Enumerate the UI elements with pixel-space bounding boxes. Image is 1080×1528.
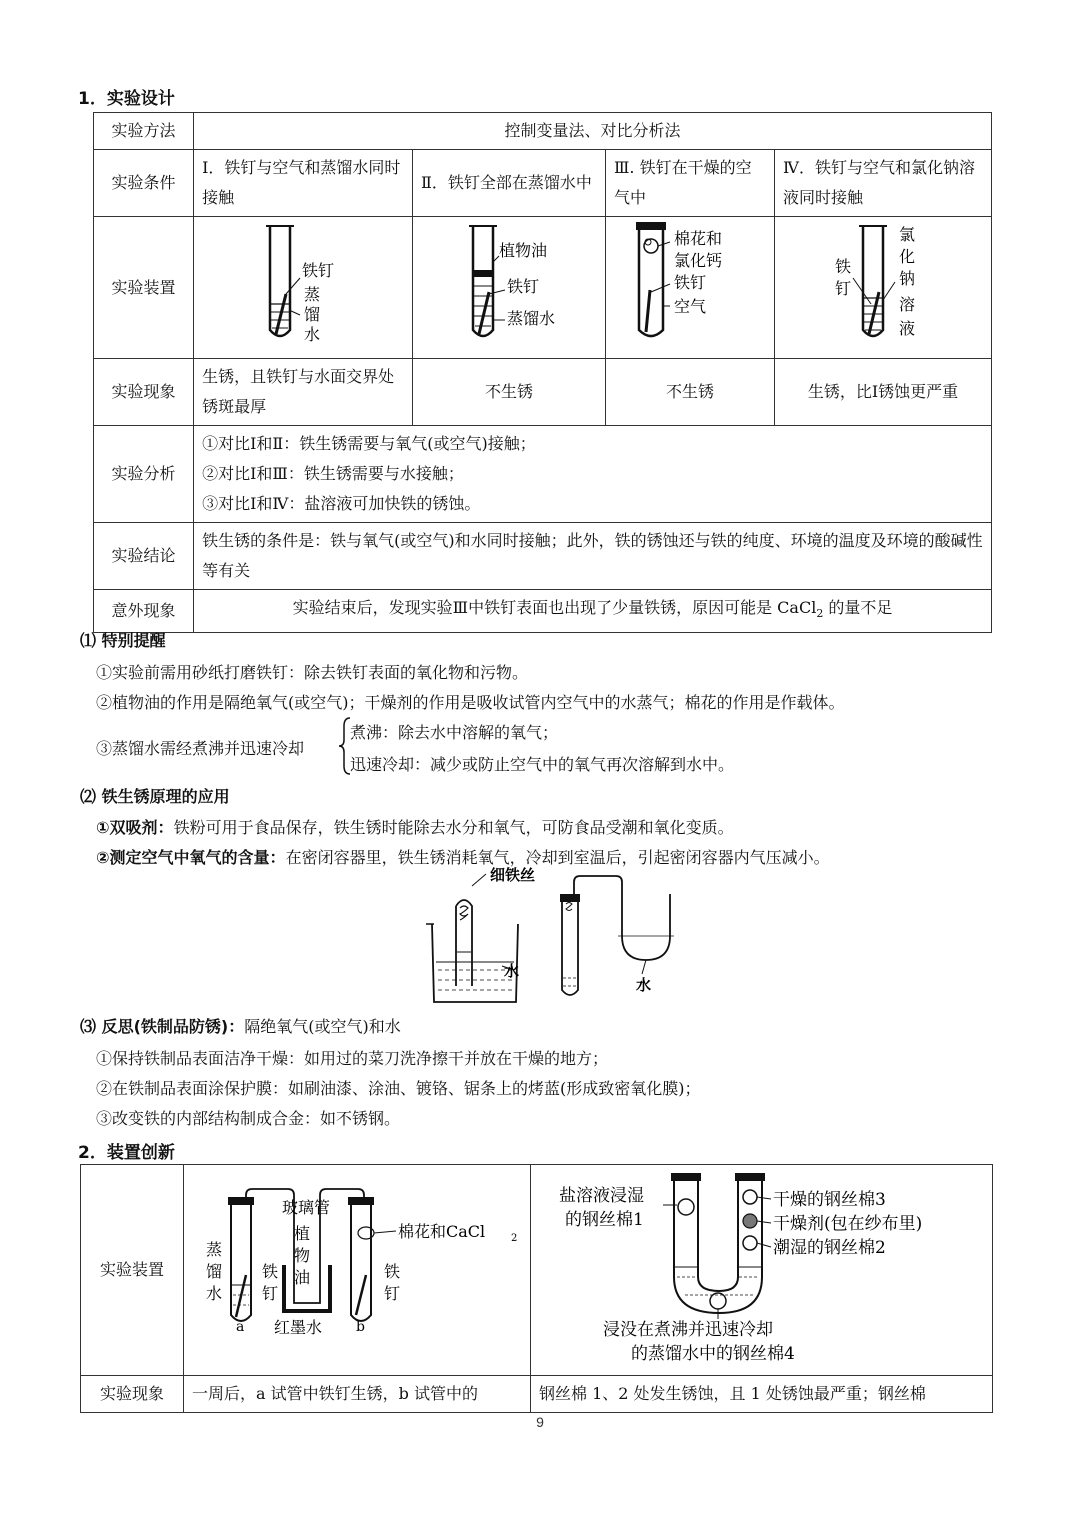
svg-text:馏: 馏 bbox=[304, 305, 321, 324]
svg-text:氯化钙: 氯化钙 bbox=[673, 251, 722, 270]
innovation-phenomenon-left: 一周后，a 试管中铁钉生锈，b 试管中的 bbox=[184, 1376, 531, 1413]
phenomenon-3: 不生锈 bbox=[605, 359, 774, 426]
svg-text:浸没在煮沸并迅速冷却: 浸没在煮沸并迅速冷却 bbox=[603, 1320, 773, 1340]
application-line-1: ①双吸剂：铁粉可用于食品保存，铁生锈时能除去水分和氧气，可防食品受潮和氧化变质。 bbox=[96, 818, 734, 837]
t1-label-nail: 铁钉 bbox=[302, 261, 335, 280]
test-tube-2-diagram bbox=[421, 220, 597, 345]
unexpected-label: 意外现象 bbox=[94, 590, 194, 633]
unexpected-value: 实验结束后，发现实验Ⅲ中铁钉表面也出现了少量铁锈，原因可能是 CaCl$_2$ 的量不足 bbox=[194, 590, 992, 633]
fig-label-water-1: 水 bbox=[504, 962, 520, 980]
innovation-left-apparatus bbox=[184, 1165, 531, 1376]
svg-text:馏: 馏 bbox=[206, 1262, 223, 1281]
svg-text:钠: 钠 bbox=[899, 269, 916, 288]
condition-4: Ⅳ．铁钉与空气和氯化钠溶液同时接触 bbox=[775, 150, 992, 217]
svg-text:钉: 钉 bbox=[262, 1284, 279, 1303]
page-number: 9 bbox=[536, 1414, 544, 1430]
application-line-2: ②测定空气中氧气的含量：在密闭容器里，铁生锈消耗氧气，冷却到室温后，引起密闭容器内气压减小。 bbox=[96, 848, 830, 867]
svg-text:蒸: 蒸 bbox=[206, 1240, 223, 1259]
svg-text:铁钉: 铁钉 bbox=[673, 273, 706, 292]
analysis-line-3: ③对比Ⅰ和Ⅳ：盐溶液可加快铁的锈蚀。 bbox=[202, 494, 481, 513]
condition-1: Ⅰ．铁钉与空气和蒸馏水同时接触 bbox=[194, 150, 413, 217]
apparatus-tube-1 bbox=[194, 217, 413, 359]
phenomenon-1: 生锈，且铁钉与水面交界处锈斑最厚 bbox=[194, 359, 413, 426]
fig-label-water-2: 水 bbox=[636, 976, 652, 994]
svg-text:铁: 铁 bbox=[262, 1262, 279, 1281]
device-innovation-table bbox=[80, 1164, 993, 1413]
svg-text:b: b bbox=[356, 1319, 365, 1335]
test-tube-4-diagram bbox=[783, 220, 983, 345]
svg-text:钉: 钉 bbox=[835, 279, 852, 298]
conclusion-value: 铁生锈的条件是：铁与氧气(或空气)和水同时接触；此外，铁的锈蚀还与铁的纯度、环境的温度及环境的酸碱性等有关 bbox=[194, 523, 992, 590]
svg-text:铁钉: 铁钉 bbox=[506, 277, 539, 296]
svg-text:红墨水: 红墨水 bbox=[274, 1318, 323, 1337]
reminder-line-3b: 迅速冷却：减少或防止空气中的氧气再次溶解到水中。 bbox=[350, 755, 735, 774]
phenomenon-2: 不生锈 bbox=[412, 359, 605, 426]
svg-text:棉花和CaCl: 棉花和CaCl bbox=[398, 1222, 486, 1241]
reflection-title: ⑶ 反思(铁制品防锈)：隔绝氧气(或空气)和水 bbox=[80, 1017, 401, 1036]
experiment-design-table bbox=[93, 112, 992, 633]
svg-text:2: 2 bbox=[511, 1233, 518, 1244]
svg-text:盐溶液浸湿: 盐溶液浸湿 bbox=[559, 1186, 644, 1206]
reminder-line-1: ①实验前需用砂纸打磨铁钉：除去铁钉表面的氧化物和污物。 bbox=[96, 663, 529, 682]
svg-text:干燥的钢丝棉3: 干燥的钢丝棉3 bbox=[773, 1190, 886, 1210]
method-value: 控制变量法、对比分析法 bbox=[194, 113, 992, 150]
innovation-right-apparatus bbox=[531, 1165, 993, 1376]
u-tube-diagram bbox=[531, 1165, 991, 1365]
svg-text:的蒸馏水中的钢丝棉4: 的蒸馏水中的钢丝棉4 bbox=[631, 1344, 795, 1364]
svg-text:水: 水 bbox=[304, 325, 321, 344]
svg-text:油: 油 bbox=[294, 1268, 311, 1287]
phenomenon-label: 实验现象 bbox=[94, 359, 194, 426]
svg-text:溶: 溶 bbox=[899, 295, 916, 314]
phenomenon-4: 生锈，比Ⅰ锈蚀更严重 bbox=[775, 359, 992, 426]
svg-text:玻璃管: 玻璃管 bbox=[282, 1198, 331, 1217]
innovation-phenomenon-label: 实验现象 bbox=[81, 1376, 184, 1413]
svg-text:水: 水 bbox=[206, 1284, 223, 1303]
svg-text:植物油: 植物油 bbox=[498, 241, 547, 260]
test-tube-1-diagram bbox=[202, 220, 402, 345]
analysis-line-2: ②对比Ⅰ和Ⅲ：铁生锈需要与水接触； bbox=[202, 464, 464, 483]
reflection-line-1: ①保持铁制品表面洁净干燥：如用过的菜刀洗净擦干并放在干燥的地方； bbox=[96, 1049, 609, 1068]
condition-3: Ⅲ. 铁钉在干燥的空气中 bbox=[605, 150, 774, 217]
svg-text:棉花和: 棉花和 bbox=[673, 229, 722, 248]
analysis-content bbox=[194, 426, 992, 523]
reflection-line-2: ②在铁制品表面涂保护膜：如刷油漆、涂油、镀铬、锯条上的烤蓝(形成致密氧化膜)； bbox=[96, 1079, 701, 1098]
svg-text:干燥剂(包在纱布里): 干燥剂(包在纱布里) bbox=[773, 1214, 923, 1234]
oxygen-measurement-diagram bbox=[420, 866, 720, 1011]
method-label: 实验方法 bbox=[94, 113, 194, 150]
svg-text:植: 植 bbox=[294, 1224, 311, 1243]
svg-text:物: 物 bbox=[294, 1246, 311, 1265]
apparatus-tube-4 bbox=[775, 217, 992, 359]
svg-text:铁: 铁 bbox=[384, 1262, 401, 1281]
svg-text:氯: 氯 bbox=[899, 225, 916, 244]
reflection-line-3: ③改变铁的内部结构制成合金：如不锈钢。 bbox=[96, 1109, 401, 1128]
apparatus-label: 实验装置 bbox=[94, 217, 194, 359]
analysis-line-1: ①对比Ⅰ和Ⅱ：铁生锈需要与氧气(或空气)接触； bbox=[202, 434, 536, 453]
reminder-line-3: ③蒸馏水需经煮沸并迅速冷却 bbox=[96, 739, 305, 758]
svg-text:蒸: 蒸 bbox=[304, 285, 321, 304]
two-tube-diagram bbox=[184, 1165, 530, 1365]
section-1-title: 1．实验设计 bbox=[78, 89, 175, 109]
reminder-line-3a: 煮沸：除去水中溶解的氧气； bbox=[350, 723, 559, 742]
svg-text:潮湿的钢丝棉2: 潮湿的钢丝棉2 bbox=[773, 1238, 886, 1258]
svg-text:钉: 钉 bbox=[384, 1284, 401, 1303]
svg-text:空气: 空气 bbox=[673, 297, 706, 316]
condition-2: Ⅱ．铁钉全部在蒸馏水中 bbox=[412, 150, 605, 217]
innovation-apparatus-label: 实验装置 bbox=[81, 1165, 184, 1376]
svg-text:铁: 铁 bbox=[835, 257, 852, 276]
fig-label-wire: 细铁丝 bbox=[490, 866, 536, 884]
svg-text:化: 化 bbox=[899, 247, 916, 266]
apparatus-tube-3 bbox=[605, 217, 774, 359]
special-reminder-title: ⑴ 特别提醒 bbox=[80, 631, 166, 650]
test-tube-3-diagram bbox=[614, 220, 766, 345]
application-title: ⑵ 铁生锈原理的应用 bbox=[80, 787, 230, 806]
svg-text:的钢丝棉1: 的钢丝棉1 bbox=[565, 1210, 644, 1230]
svg-text:蒸馏水: 蒸馏水 bbox=[506, 309, 555, 328]
reminder-line-2: ②植物油的作用是隔绝氧气(或空气)；干燥剂的作用是吸收试管内空气中的水蒸气；棉花的作用是作载体。 bbox=[96, 693, 845, 712]
analysis-label: 实验分析 bbox=[94, 426, 194, 523]
conclusion-label: 实验结论 bbox=[94, 523, 194, 590]
innovation-phenomenon-right: 钢丝棉 1、2 处发生锈蚀，且 1 处锈蚀最严重；钢丝棉 bbox=[531, 1376, 993, 1413]
svg-text:液: 液 bbox=[899, 319, 916, 338]
apparatus-tube-2 bbox=[412, 217, 605, 359]
svg-text:a: a bbox=[236, 1319, 245, 1335]
section-2-title: 2．装置创新 bbox=[78, 1143, 175, 1163]
condition-label: 实验条件 bbox=[94, 150, 194, 217]
